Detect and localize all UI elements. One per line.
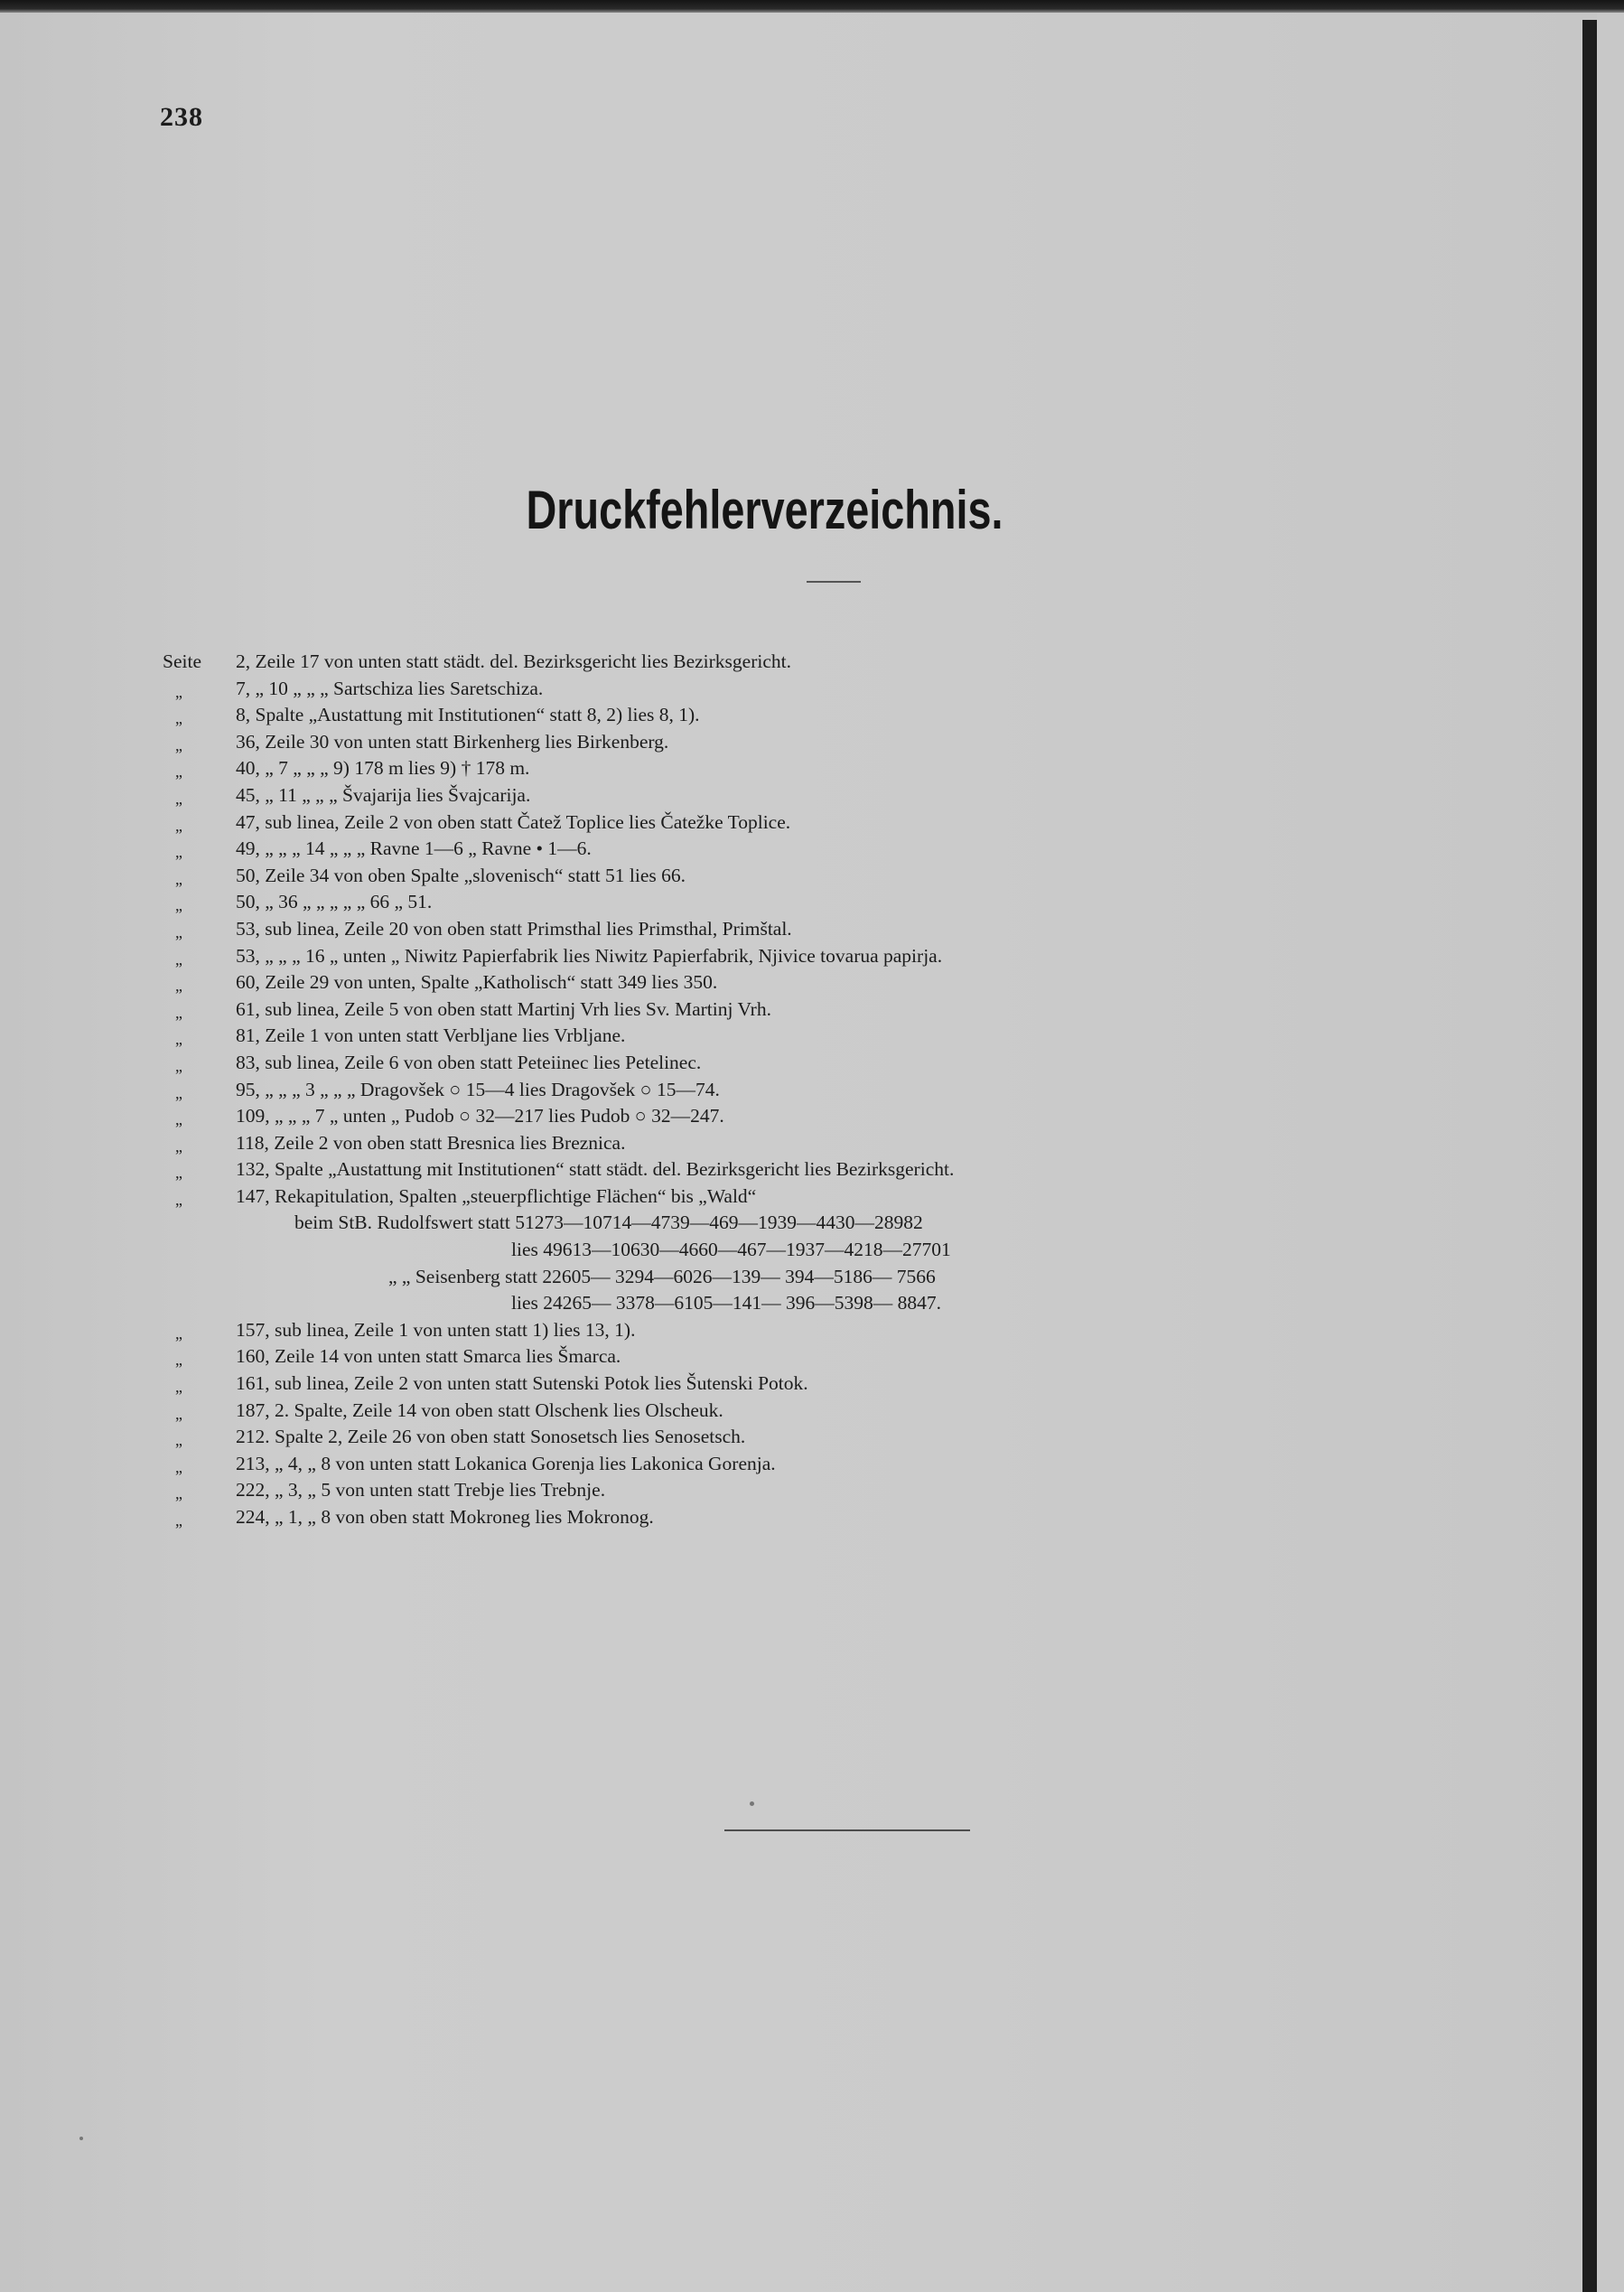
errata-entry — [163, 863, 1445, 890]
entry-text: lies 49613—10630—4660—467—1937—4218—27701 — [511, 1239, 951, 1261]
errata-entry — [163, 1156, 1445, 1183]
entry-text: 132, Spalte „Austattung mit Institutionen“ statt städt. del. Bezirksgericht lies Bezirksgericht. — [236, 1158, 955, 1181]
entry-text: 224, „ 1, „ 8 von oben statt Mokroneg lies Mokronog. — [236, 1506, 654, 1528]
scan-right-margin — [1597, 13, 1624, 2292]
scan-binding-shadow — [1582, 20, 1597, 2292]
ditto-mark: „ — [175, 977, 182, 996]
errata-entry — [163, 1290, 1445, 1317]
errata-entry — [163, 755, 1445, 782]
errata-entry — [163, 1424, 1445, 1451]
errata-entry — [163, 1050, 1445, 1077]
entry-text: „ „ Seisenberg statt 22605— 3294—6026—139— 394—5186— 7566 — [388, 1265, 936, 1287]
errata-entry — [163, 1130, 1445, 1157]
errata-entry — [163, 836, 1445, 863]
errata-entry — [163, 1477, 1445, 1504]
entry-text: 95, „ „ „ 3 „ „ „ Dragovšek ○ 15—4 lies Dragovšek ○ 15—74. — [236, 1078, 720, 1100]
ditto-mark: „ — [175, 816, 182, 835]
entry-text: 53, sub linea, Zeile 20 von oben statt Primsthal lies Primsthal, Primštal. — [236, 917, 792, 940]
ditto-mark: „ — [175, 896, 182, 915]
errata-entry — [163, 1023, 1445, 1050]
errata-entry — [163, 782, 1445, 809]
entry-text: 160, Zeile 14 von unten statt Smarca lies Šmarca. — [236, 1345, 621, 1368]
ditto-mark: „ — [175, 709, 182, 728]
entry-text: 187, 2. Spalte, Zeile 14 von oben statt Olschenk lies Olscheuk. — [236, 1399, 723, 1421]
errata-entry — [163, 1077, 1445, 1104]
entry-text: 83, sub linea, Zeile 6 von oben statt Peteiinec lies Petelinec. — [236, 1051, 702, 1073]
entry-text: beim StB. Rudolfswert statt 51273—10714—4739—469—1939—4430—28982 — [294, 1211, 923, 1234]
errata-entry — [163, 676, 1445, 703]
ditto-mark: „ — [175, 1110, 182, 1129]
scan-top-edge — [0, 0, 1624, 13]
ditto-mark: „ — [175, 950, 182, 968]
errata-entry — [163, 996, 1445, 1024]
entry-text: 40, „ 7 „ „ „ 9) 178 m lies 9) † 178 m. — [236, 757, 530, 780]
page-title: Druckfehlerverzeichnis. — [526, 480, 1003, 540]
entry-text: 109, „ „ „ 7 „ unten „ Pudob ○ 32—217 lies Pudob ○ 32—247. — [236, 1105, 724, 1127]
errata-entry — [163, 1504, 1445, 1531]
entry-text: 60, Zeile 29 von unten, Spalte „Katholisch“ statt 349 lies 350. — [236, 971, 718, 994]
errata-entry — [163, 1451, 1445, 1478]
title-divider — [807, 581, 861, 583]
ditto-mark: „ — [175, 1431, 182, 1450]
errata-entry — [163, 1317, 1445, 1344]
entry-text: 50, Zeile 34 von oben Spalte „slovenisch“ statt 51 lies 66. — [236, 864, 686, 886]
ditto-mark: „ — [175, 1030, 182, 1049]
errata-entry — [163, 1210, 1445, 1237]
errata-list — [163, 649, 1445, 1531]
errata-entry — [163, 1237, 1445, 1264]
entry-text: 7, „ 10 „ „ „ Sartschiza lies Saretschiza. — [236, 677, 544, 699]
ink-speck — [79, 2137, 83, 2140]
errata-entry — [163, 1264, 1445, 1291]
entry-text: 8, Spalte „Austattung mit Institutionen“ statt 8, 2) lies 8, 1). — [236, 704, 700, 726]
ditto-mark: „ — [175, 1511, 182, 1530]
errata-entry — [163, 889, 1445, 916]
errata-entry — [163, 1398, 1445, 1425]
entry-text: 212. Spalte 2, Zeile 26 von oben statt Sonosetsch lies Senosetsch. — [236, 1426, 746, 1448]
entry-text: 118, Zeile 2 von oben statt Bresnica lies Breznica. — [236, 1131, 626, 1154]
entry-text: 45, „ 11 „ „ „ Švajarija lies Švajcarija. — [236, 783, 531, 806]
errata-entry — [163, 1103, 1445, 1130]
errata-entry — [163, 943, 1445, 970]
ditto-mark: „ — [175, 869, 182, 888]
errata-entry — [163, 729, 1445, 756]
ditto-mark: „ — [175, 1404, 182, 1423]
entry-text: lies 24265— 3378—6105—141— 396—5398— 8847. — [511, 1292, 941, 1314]
entry-text: 81, Zeile 1 von unten statt Verbljane lies Vrbljane. — [236, 1024, 626, 1047]
errata-entry — [163, 649, 1445, 676]
errata-entry — [163, 916, 1445, 943]
entry-text: 213, „ 4, „ 8 von unten statt Lokanica Gorenja lies Lakonica Gorenja. — [236, 1452, 776, 1474]
entry-text: 47, sub linea, Zeile 2 von oben statt Čatež Toplice lies Čatežke Toplice. — [236, 810, 791, 833]
ditto-mark: „ — [175, 1351, 182, 1370]
ditto-mark: „ — [175, 922, 182, 941]
errata-entry — [163, 1343, 1445, 1371]
ditto-mark: „ — [175, 1003, 182, 1022]
errata-entry — [163, 702, 1445, 729]
ink-speck — [750, 1801, 754, 1806]
errata-entry — [163, 969, 1445, 996]
entry-text: 53, „ „ „ 16 „ unten „ Niwitz Papierfabrik lies Niwitz Papierfabrik, Njivice tovarua papirja. — [236, 944, 943, 967]
errata-entry — [163, 1371, 1445, 1398]
errata-entry — [163, 809, 1445, 837]
ditto-mark: „ — [175, 762, 182, 781]
ditto-mark: „ — [175, 789, 182, 808]
ditto-mark: „ — [175, 1378, 182, 1397]
ditto-mark: „ — [175, 1484, 182, 1503]
ditto-mark: „ — [175, 735, 182, 754]
page-number: 238 — [160, 102, 203, 132]
entry-text: 2, Zeile 17 von unten statt städt. del. Bezirksgericht lies Bezirksgericht. — [236, 650, 791, 672]
entry-text: 157, sub linea, Zeile 1 von unten statt 1) lies 13, 1). — [236, 1318, 636, 1341]
entry-text: 49, „ „ „ 14 „ „ „ Ravne 1—6 „ Ravne • 1—6. — [236, 837, 592, 860]
ditto-mark: „ — [175, 1164, 182, 1183]
ditto-mark: „ — [175, 1056, 182, 1075]
entry-text: 222, „ 3, „ 5 von unten statt Trebje lies Trebnje. — [236, 1479, 606, 1501]
ditto-mark: „ — [175, 1083, 182, 1102]
errata-entry — [163, 1183, 1445, 1211]
entry-text: 161, sub linea, Zeile 2 von unten statt Sutenski Potok lies Šutenski Potok. — [236, 1372, 808, 1395]
entry-text: 50, „ 36 „ „ „ „ „ 66 „ 51. — [236, 891, 433, 913]
end-divider — [724, 1829, 970, 1831]
ditto-mark: „ — [175, 1457, 182, 1476]
entry-text: 36, Zeile 30 von unten statt Birkenherg lies Birkenberg. — [236, 730, 669, 753]
entry-text: 147, Rekapitulation, Spalten „steuerpflichtige Flächen“ bis „Wald“ — [236, 1184, 757, 1207]
ditto-mark: „ — [175, 1190, 182, 1209]
ditto-mark: „ — [175, 843, 182, 862]
entry-text: 61, sub linea, Zeile 5 von oben statt Martinj Vrh lies Sv. Martinj Vrh. — [236, 997, 771, 1020]
ditto-mark: „ — [175, 682, 182, 701]
entry-lead: Seite — [163, 650, 201, 672]
ditto-mark: „ — [175, 1324, 182, 1342]
ditto-mark: „ — [175, 1137, 182, 1155]
